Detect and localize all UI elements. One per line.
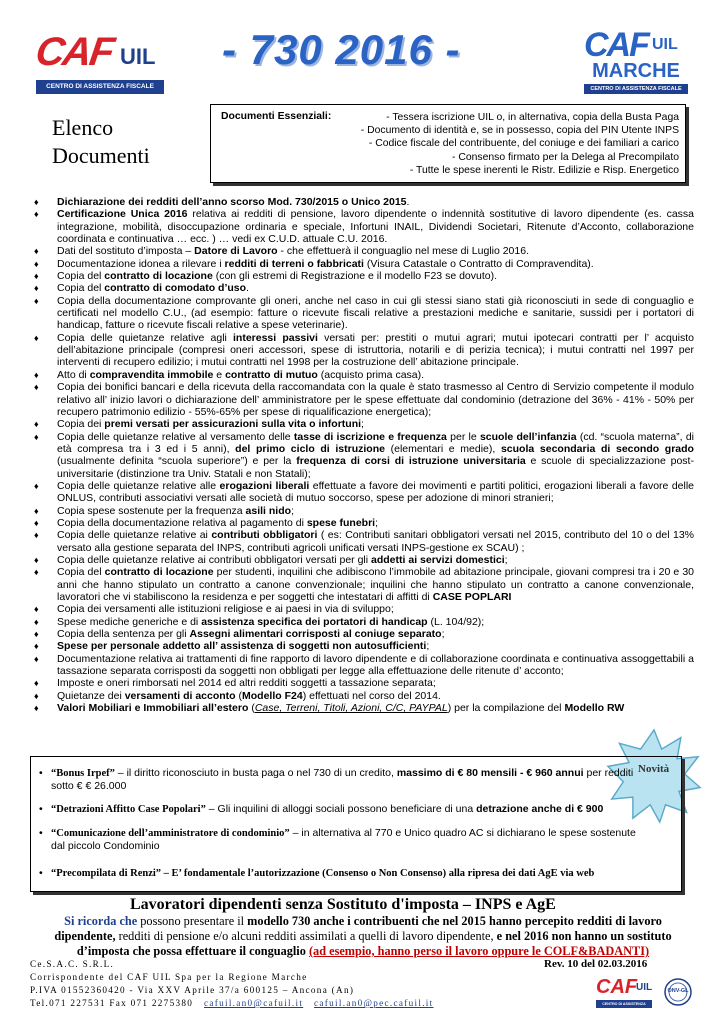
list-item (34, 505, 694, 517)
bullet-icon: • (39, 827, 43, 839)
list-item (34, 295, 694, 332)
text-run: (cd. “scuola materna”, di età compresa tra i 3 ed i 5 anni), (57, 430, 694, 455)
text-run: ) per la compilazione del (447, 702, 565, 715)
footer-caf-logo (596, 976, 652, 1012)
text-run: Copia della sentenza per gli (57, 628, 190, 641)
text-run: spese funebri (306, 516, 376, 529)
text-run: Documentazione idonea a rilevare i (57, 257, 225, 270)
caf-uil-logo (32, 30, 166, 96)
text-run: detrazione anche di € 900 (476, 803, 604, 815)
diamond-bullet-icon: ♦ (34, 604, 39, 615)
text-run: per le (446, 430, 480, 443)
diamond-bullet-icon: ♦ (34, 505, 39, 516)
bullet-icon: • (39, 803, 43, 815)
text-run: CASE POPLARI (432, 591, 512, 603)
text-run: Spese per personale addetto all’ assistenza di soggetti non autosufficienti (57, 640, 427, 653)
footer-logo-uil: UIL (636, 982, 653, 993)
text-run: Quietanze dei (57, 689, 125, 702)
text-run: scuola secondaria di secondo grado (500, 442, 694, 455)
text-run: ; (361, 418, 364, 431)
company-name: Ce.S.A.C. S.R.L. (30, 959, 115, 969)
text-run: Copia delle quietanze relative alle (57, 479, 220, 492)
novita-badge: Novità (638, 763, 670, 775)
diamond-bullet-icon: ♦ (34, 382, 39, 393)
diamond-bullet-icon: ♦ (34, 554, 39, 565)
certification-seal-icon (660, 976, 696, 1012)
logo-uil-text: UIL (120, 44, 156, 69)
text-run: Modello F24 (242, 689, 303, 702)
text-run: frequenza di corsi di istruzione universitaria (296, 455, 526, 468)
text-run: Valori Mobiliari e Immobiliari all’estero (57, 702, 249, 715)
tel-fax: Tel.071 227531 Fax 071 2275380 (30, 998, 194, 1008)
piva-address: P.IVA 01552360420 - Via XXV Aprile 37/a 600125 – Ancona (An) (30, 985, 355, 995)
text-run: versati per: prestiti o mutui agrari; mutui ipotecari contratti per l’ acquisto dell’abitazione principale (compresi oneri accessori, spese di istruttoria, notarili e di perizia tecnica); i mutui contratti nel 1997 per interventi di recupero edilizio; i mutui contratti nel 1998 per la costruzione dell’ abitazione principale. (57, 331, 694, 369)
diamond-bullet-icon: ♦ (34, 653, 39, 664)
list-item (34, 208, 694, 245)
text-run: interessi passivi (233, 331, 318, 344)
footer-para-text: possono presentare il (137, 914, 248, 928)
text-run: premi versati per assicurazioni sulla vita o infortuni (104, 418, 362, 431)
novita-item (39, 767, 651, 793)
text-run: Copia delle quietanze relative al versamento delle (57, 430, 294, 443)
text-run: e (213, 368, 226, 381)
diamond-bullet-icon: ♦ (34, 567, 39, 578)
essential-documents-box (210, 104, 686, 183)
text-run: contratto di locazione (104, 270, 213, 283)
diamond-bullet-icon: ♦ (34, 295, 39, 306)
diamond-bullet-icon: ♦ (34, 530, 39, 541)
diamond-bullet-icon: ♦ (34, 271, 39, 282)
elenco-line1: Elenco (52, 115, 114, 140)
diamond-bullet-icon: ♦ (34, 209, 39, 220)
list-item (34, 517, 694, 529)
essentials-line: - Consenso firmato per la Delega al Precompilato (452, 151, 679, 163)
list-item (34, 702, 694, 714)
caf-uil-marche-logo (584, 26, 694, 106)
footer-logo-caf: CAF (596, 976, 638, 998)
text-run: (acquisto prima casa). (317, 368, 425, 381)
text-run: Dichiarazione dei redditi dell’anno scorso Mod. 730/2015 o Unico 2015 (57, 196, 407, 208)
diamond-bullet-icon: ♦ (34, 517, 39, 528)
text-run: relativa ai redditi di pensione, lavoro dipendente o indennità sostitutive di lavoro dipendente (es. cassa integrazione, mobilità, disoccupazione ordinaria e speciale, Infortuni INAIL, Dividendi Societari, Ritenute d’Acconto, collaborazione coordinata e continuativa … ecc. ) … vedi ex C.U.D. attuale C.U. 2016. (57, 208, 695, 246)
text-run: Copia dei bonifici bancari e della ricevuta della raccomandata con la quale è stato trasmesso al Centro di Servizio competente il modulo relativo all’ inizio lavori o dichiarazione dell’ amministratore per le spese effettuate dal condominio (detrazione del 36% - 41% - 50% per recupero patrimonio edilizio - 55%-65% per spese di riqualificazione energetica); (57, 381, 694, 418)
text-run: e scuole di specializzazione post-universitarie (distinzione tra Univ. Statali e non Statali); (57, 455, 694, 480)
text-run: - che effettuerà il conguaglio nel mese di Luglio 2016. (277, 245, 529, 258)
text-run: Copia del (57, 282, 105, 295)
list-item (34, 431, 694, 480)
address-block (30, 958, 434, 1010)
text-run: Copia dei (57, 418, 105, 431)
novita-item (39, 803, 651, 816)
page-title: - 730 2016 - (222, 26, 461, 73)
cert-label: ONV-GL (667, 988, 689, 994)
diamond-bullet-icon: ♦ (34, 197, 39, 207)
text-run: versamenti di acconto (124, 689, 236, 702)
text-run: ) effettuati nel corso del 2014. (302, 689, 441, 702)
essentials-line: - Codice fiscale del contribuente, del coniuge e dei familiari a carico (368, 138, 679, 150)
text-run: tasse di iscrizione e frequenza (293, 430, 447, 443)
text-run: Spese mediche generiche e di (57, 615, 202, 628)
list-item (34, 369, 694, 381)
text-run: scuole dell’infanzia (479, 430, 577, 443)
list-item (34, 653, 694, 678)
text-run: contratto di comodato d’uso (104, 282, 247, 295)
text-run: Documentazione relativa ai trattamenti di fine rapporto di lavoro dipendente e di collaborazione coordinata e continuativa assoggettabili a tassazione separata corrisposti da soggetti non obbligati per legge alla effettuazione delle ritenute d’ acconto; (57, 652, 694, 678)
bullet-icon: • (39, 767, 43, 779)
list-item (34, 566, 694, 603)
text-run: assistenza specifica dei portatori di handicap (201, 615, 428, 628)
footer-para-red: (ad esempio, hanno perso il lavoro oppure le COLF&BADANTI) (308, 944, 650, 958)
text-run: (con gli estremi di Registrazione e il modello F23 se dovuto). (212, 270, 498, 283)
text-run: ; (291, 504, 294, 517)
text-run: ( es: Contributi sanitari obbligatori versati nel 2015, contributo del 10 o del 13% versato alla gestione separata del INPS, contributi agricoli unificati versati INPS-gestione ex SCAU) ; (57, 529, 695, 554)
text-run: contributi obbligatori (211, 529, 318, 542)
footer-para-text: e nel 2016 non hanno un sostituto d’imposta che possa effettuare il conguaglio (76, 929, 672, 958)
marche-logo-tagline: CENTRO DI ASSISTENZA FISCALE (584, 84, 688, 94)
list-item (34, 282, 694, 294)
text-run: per redditi sotto € € 26.000 (51, 767, 634, 792)
corrispondente: Corrispondente del CAF UIL Spa per la Regione Marche (30, 972, 308, 982)
text-run: (usualmente definita “scuola superiore”) e per la (57, 455, 297, 468)
text-run: Copia del (57, 566, 105, 579)
text-run: “Precompilata di Renzi” – E’ fondamentale l’autorizzazione (Consenso o Non Consenso) alla ripresa dei dati AgE via web (51, 868, 595, 879)
text-run: “Comunicazione dell’amministratore di condominio” (51, 828, 290, 839)
text-run: Certificazione Unica 2016 (57, 208, 188, 221)
text-run: Copia delle quietanze relative ai (57, 529, 212, 542)
text-run: ( (248, 702, 255, 715)
list-item (34, 640, 694, 652)
pec-email-link[interactable]: cafuil.an0@pec.cafuil.it (314, 998, 434, 1008)
essentials-line: - Documento di identità e, se in possesso, copia del PIN Utente INPS (360, 125, 679, 137)
bullet-icon: • (39, 867, 43, 879)
contacts (30, 997, 434, 1010)
text-run: . (406, 196, 410, 208)
text-run: Copia della documentazione relativa al pagamento di (57, 516, 307, 529)
elenco-heading (52, 114, 150, 170)
diamond-bullet-icon: ♦ (34, 703, 39, 714)
text-run: erogazioni liberali (219, 479, 310, 492)
list-item (34, 603, 694, 615)
text-run: – Gli inquilini di alloggi sociali possono beneficiare di una (205, 803, 477, 815)
text-run: ; (375, 516, 379, 529)
list-item (34, 616, 694, 628)
text-run: “Detrazioni Affitto Case Popolari” (51, 804, 206, 815)
elenco-line2: Documenti (52, 143, 150, 168)
marche-logo-uil: UIL (652, 36, 678, 53)
footer-paragraph (40, 914, 686, 959)
list-item (34, 196, 694, 208)
diamond-bullet-icon: ♦ (34, 678, 39, 689)
text-run: Modello RW (564, 702, 625, 715)
text-run: asili nido (245, 504, 292, 517)
logo-caf-text: CAF (32, 30, 116, 74)
list-item (34, 332, 694, 369)
footer-heading: Lavoratori dipendenti senza Sostituto d'imposta – INPS e AgE (130, 896, 556, 913)
diamond-bullet-icon: ♦ (34, 246, 39, 257)
text-run: Atto di (57, 368, 90, 381)
diamond-bullet-icon: ♦ (34, 641, 39, 652)
text-run: . (246, 282, 249, 295)
documents-list (34, 196, 694, 714)
logo-tagline: CENTRO DI ASSISTENZA FISCALE (36, 80, 164, 94)
text-run: massimo di € 80 mensili - € 960 annui (396, 767, 584, 779)
text-run: per studenti, inquilini che adibiscono l’immobile ad abitazione principale, giovani compresi tra i 20 e 30 anni che hanno stipulato un contratto a canone convenzionale; inquilini che hanno stipulato un contratto a canone convenzionale, lavoratori che vi stabiliscono la residenza e per soggetti che intestatari di affitti di (57, 566, 695, 603)
text-run: Copia spese sostenute per la frequenza (57, 504, 246, 517)
text-run: – in alternativa al 770 e Unico quadro AC si dichiarano le spese sostenute dal piccolo Condominio (51, 827, 636, 852)
list-item (34, 270, 694, 282)
list-item (34, 628, 694, 640)
diamond-bullet-icon: ♦ (34, 431, 39, 442)
text-run: – il diritto riconosciuto in busta paga o nel 730 di un credito, (114, 767, 397, 779)
diamond-bullet-icon: ♦ (34, 480, 39, 491)
text-run: (L. 104/92); (427, 615, 485, 628)
text-run: Copia del (57, 270, 105, 283)
text-run: Dati del sostituto d’imposta – (57, 245, 195, 258)
text-run: Copia delle quietanze relative ai contributi obbligatori versati per gli (57, 553, 372, 566)
text-run: ( (235, 689, 243, 702)
diamond-bullet-icon: ♦ (34, 369, 39, 380)
list-item (34, 381, 694, 418)
marche-logo-region: MARCHE (592, 60, 680, 82)
list-item (34, 480, 694, 505)
certification-badge (660, 976, 696, 1012)
novita-item (39, 867, 651, 880)
text-run: (Visura Catastale o Contratto di Compravendita). (363, 257, 594, 270)
text-run: addetti ai servizi domestici (371, 553, 505, 566)
text-run: redditi di terreni o fabbricati (224, 257, 364, 270)
text-run: Imposte e oneri rimborsati nel 2014 ed altri redditi soggetti a tassazione separata; (57, 677, 436, 690)
diamond-bullet-icon: ♦ (34, 283, 39, 294)
list-item (34, 418, 694, 430)
text-run: Copia dei versamenti alle istituzioni religiose e ai paesi in via di sviluppo; (57, 603, 394, 616)
marche-logo-caf: CAF (584, 26, 648, 64)
essentials-title: Documenti Essenziali: (221, 111, 332, 122)
text-run: “Bonus Irpef” (51, 768, 115, 779)
diamond-bullet-icon: ♦ (34, 616, 39, 627)
diamond-bullet-icon: ♦ (34, 332, 39, 343)
diamond-bullet-icon: ♦ (34, 419, 39, 430)
text-run: contratto di mutuo (225, 368, 318, 381)
text-run: Copia della documentazione comprovante gli oneri, anche nel caso in cui gli stessi siano stati già riconosciuti in sede di conguaglio e certificati nel modello C.U., (ad esempio: fatture o ricevute fiscali relative a prestazioni mediche e sanitarie, sussidi per i portatori di handicap, fatture o ricevute fiscali relative a spese veterinarie). (57, 294, 694, 332)
list-item (34, 690, 694, 702)
footer-para-text: redditi di pensione e/o alcuni redditi assimilati a quelli di lavoro dipendente, (115, 929, 497, 943)
text-run: Datore di Lavoro (194, 245, 278, 258)
text-run: ; (426, 640, 430, 653)
list-item (34, 529, 694, 554)
text-run: ; (441, 628, 445, 641)
list-item (34, 258, 694, 270)
revision: Rev. 10 del 02.03.2016 (544, 958, 648, 970)
text-run: Copia delle quietanze relative agli (57, 331, 233, 344)
novita-item (39, 827, 651, 853)
text-run: effettuate a favore dei movimenti e partiti politici, erogazioni liberali a favore delle ONLUS, contributi associativi versati alle società di mutuo soccorso, spese per adozione di minori stranieri; (57, 479, 695, 505)
diamond-bullet-icon: ♦ (34, 258, 39, 269)
diamond-bullet-icon: ♦ (34, 690, 39, 701)
list-item (34, 677, 694, 689)
essentials-line: - Tessera iscrizione UIL o, in alternativa, copia della Busta Paga (386, 112, 679, 123)
text-run: del primo ciclo di istruzione (235, 442, 385, 455)
diamond-bullet-icon: ♦ (34, 629, 39, 640)
text-run: contratto di locazione (104, 566, 214, 579)
text-run: Case, Terreni, Titoli, Azioni, C/C, PAYPAL (254, 702, 448, 715)
footer-para-text: modello 730 anche i contribuenti che nel 2015 hanno percepito redditi di lavoro dipendente, (54, 914, 662, 943)
text-run: (elementari e medie), (384, 442, 501, 455)
footer-logo-tagline: CENTRO DI ASSISTENZA FISCALE (596, 1000, 652, 1008)
text-run: Assegni alimentari corrisposti al coniuge separato (189, 628, 442, 641)
novita-box (30, 756, 682, 892)
text-run: ; (504, 553, 508, 566)
text-run: compravendita immobile (89, 368, 214, 381)
footer-para-lead: Si ricorda che (64, 914, 138, 928)
list-item (34, 554, 694, 566)
essentials-lines (361, 111, 679, 177)
list-item (34, 245, 694, 257)
essentials-line: - Tutte le spese inerenti le Ristr. Edilizie e Risp. Energetico (409, 164, 679, 176)
email-link[interactable]: cafuil.an0@cafuil.it (203, 998, 304, 1008)
